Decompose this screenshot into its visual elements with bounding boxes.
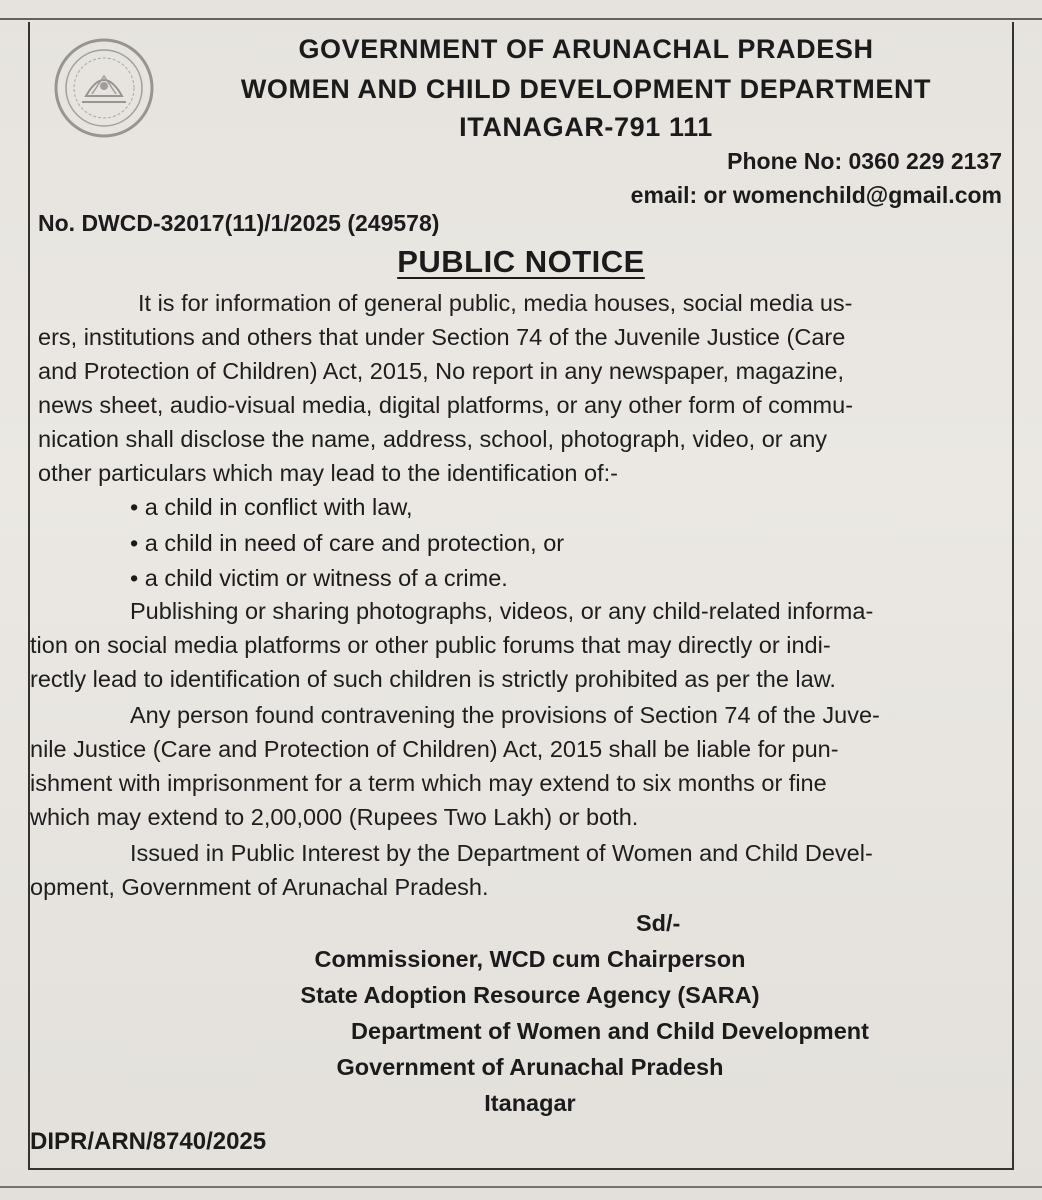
signature-sd: Sd/-: [636, 910, 681, 936]
reference-number: No. DWCD-32017(11)/1/2025 (249578): [38, 210, 440, 236]
header-government: GOVERNMENT OF ARUNACHAL PRADESH: [298, 34, 874, 64]
signature-line-4: Government of Arunachal Pradesh: [336, 1054, 724, 1080]
paragraph-3-line-1: Any person found contravening the provisions of Section 74 of the Juve-: [130, 702, 880, 728]
bullet-item-2: • a child in need of care and protection, or: [130, 530, 565, 556]
bullet-item-3: • a child victim or witness of a crime.: [130, 565, 508, 591]
paragraph-2-line-3: rectly lead to identification of such children is strictly prohibited as per the law.: [30, 666, 836, 692]
notice-title: [0, 244, 1042, 280]
paragraph-3-line-3: ishment with imprisonment for a term which may extend to six months or fine: [30, 770, 827, 796]
phone-number: Phone No: 0360 229 2137: [727, 148, 1002, 174]
header-city: ITANAGAR-791 111: [459, 112, 713, 142]
paragraph-1-line-6: other particulars which may lead to the identification of:-: [38, 460, 618, 486]
paragraph-4-line-2: opment, Government of Arunachal Pradesh.: [30, 874, 489, 900]
paragraph-4-line-1: Issued in Public Interest by the Department of Women and Child Devel-: [130, 840, 873, 866]
paragraph-1-line-3: and Protection of Children) Act, 2015, No report in any newspaper, magazine,: [38, 358, 844, 384]
notice-title-text: PUBLIC NOTICE: [397, 244, 645, 279]
paragraph-3-line-2: nile Justice (Care and Protection of Children) Act, 2015 shall be liable for pun-: [30, 736, 839, 762]
signature-line-3: Department of Women and Child Development: [351, 1018, 869, 1044]
state-emblem-icon: [52, 36, 156, 140]
signature-line-2: State Adoption Resource Agency (SARA): [300, 982, 760, 1008]
header-department: WOMEN AND CHILD DEVELOPMENT DEPARTMENT: [240, 74, 932, 104]
signature-line-5: Itanagar: [484, 1090, 576, 1116]
paragraph-1-line-5: nication shall disclose the name, address, school, photograph, video, or any: [38, 426, 828, 452]
top-rule: [0, 18, 1042, 20]
bullet-item-1: • a child in conflict with law,: [130, 494, 413, 520]
paragraph-2-line-2: tion on social media platforms or other public forums that may directly or indi-: [30, 632, 831, 658]
paragraph-1-line-4: news sheet, audio-visual media, digital platforms, or any other form of commu-: [38, 392, 854, 418]
signature-line-1: Commissioner, WCD cum Chairperson: [314, 946, 746, 972]
paragraph-1-line-1: It is for information of general public, media houses, social media us-: [138, 290, 853, 316]
dipr-number: DIPR/ARN/8740/2025: [30, 1128, 267, 1155]
paragraph-3-line-4: which may extend to 2,00,000 (Rupees Two Lakh) or both.: [30, 804, 639, 830]
paragraph-1-line-2: ers, institutions and others that under Section 74 of the Juvenile Justice (Care: [38, 324, 846, 350]
bottom-rule: [0, 1186, 1042, 1188]
email-address: email: or womenchild@gmail.com: [630, 182, 1002, 208]
paragraph-2-line-1: Publishing or sharing photographs, videos, or any child-related informa-: [130, 598, 874, 624]
